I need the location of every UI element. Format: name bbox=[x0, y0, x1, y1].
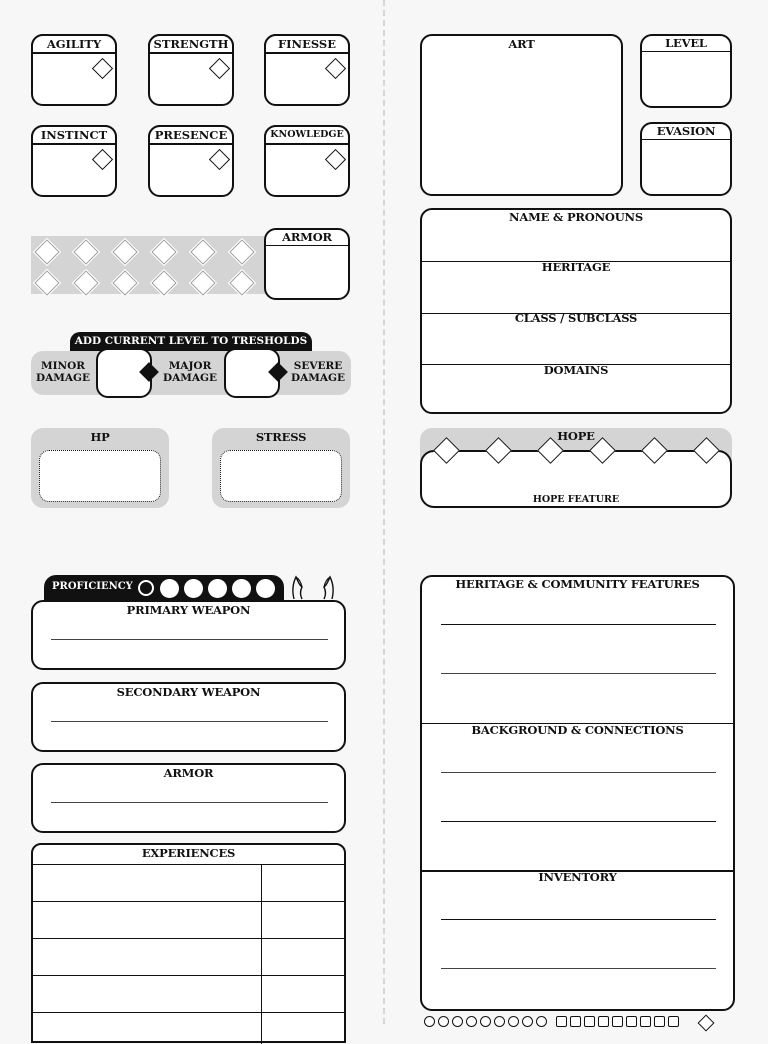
trait-label: FINESSE bbox=[278, 37, 336, 51]
handful-slot-icon[interactable] bbox=[598, 1016, 609, 1027]
handful-slot-icon[interactable] bbox=[668, 1016, 679, 1027]
experience-row[interactable] bbox=[33, 975, 344, 976]
trait-marker-icon[interactable] bbox=[92, 58, 113, 79]
level-box[interactable] bbox=[640, 34, 732, 108]
features-box bbox=[420, 575, 735, 1011]
evasion-box[interactable] bbox=[640, 122, 732, 196]
minor-damage-label: MINOR DAMAGE bbox=[36, 360, 90, 384]
experience-row[interactable] bbox=[33, 901, 344, 902]
trait-label: AGILITY bbox=[46, 37, 102, 51]
background-line[interactable] bbox=[441, 772, 716, 773]
experiences-box bbox=[31, 843, 346, 1043]
handful-slot-icon[interactable] bbox=[654, 1016, 665, 1027]
name-pronouns-label: NAME & PRONOUNS bbox=[509, 210, 643, 224]
handful-slot-icon[interactable] bbox=[570, 1016, 581, 1027]
trait-instinct[interactable] bbox=[31, 125, 117, 197]
level-label: LEVEL bbox=[665, 36, 707, 50]
proficiency-dot[interactable] bbox=[160, 579, 179, 598]
coin-slot-icon[interactable] bbox=[536, 1016, 547, 1027]
handful-slot-icon[interactable] bbox=[556, 1016, 567, 1027]
armor-box[interactable] bbox=[31, 763, 346, 833]
stress-track[interactable] bbox=[220, 450, 342, 502]
experience-row[interactable] bbox=[33, 1012, 344, 1013]
coin-slot-icon[interactable] bbox=[424, 1016, 435, 1027]
hp-panel bbox=[31, 428, 169, 508]
secondary-weapon-line bbox=[51, 721, 328, 722]
coin-slot-icon[interactable] bbox=[522, 1016, 533, 1027]
chest-slot-icon[interactable] bbox=[698, 1015, 715, 1032]
inventory-line[interactable] bbox=[441, 968, 716, 969]
proficiency-bar bbox=[44, 575, 284, 601]
proficiency-dot[interactable] bbox=[232, 579, 251, 598]
proficiency-dot[interactable] bbox=[256, 579, 275, 598]
inventory-line[interactable] bbox=[441, 919, 716, 920]
background-connections-label: BACKGROUND & CONNECTIONS bbox=[471, 723, 684, 737]
identity-box bbox=[420, 208, 732, 414]
primary-weapon-box[interactable] bbox=[31, 600, 346, 670]
handful-slot-icon[interactable] bbox=[626, 1016, 637, 1027]
primary-weapon-line bbox=[51, 639, 328, 640]
trait-marker-icon[interactable] bbox=[325, 149, 346, 170]
experience-value-column bbox=[261, 864, 262, 1044]
heritage-community-line[interactable] bbox=[441, 673, 716, 674]
page-divider bbox=[383, 0, 385, 1024]
major-damage-label: MAJOR DAMAGE bbox=[163, 360, 217, 384]
inventory-label: INVENTORY bbox=[538, 870, 617, 884]
stress-panel bbox=[212, 428, 350, 508]
trait-presence[interactable] bbox=[148, 125, 234, 197]
proficiency-dot-empty[interactable] bbox=[138, 580, 154, 596]
background-line[interactable] bbox=[441, 821, 716, 822]
armor-score-box[interactable] bbox=[264, 228, 350, 300]
coin-slot-icon[interactable] bbox=[452, 1016, 463, 1027]
experience-row[interactable] bbox=[33, 938, 344, 939]
trait-marker-icon[interactable] bbox=[209, 149, 230, 170]
trait-marker-icon[interactable] bbox=[325, 58, 346, 79]
coin-slot-icon[interactable] bbox=[480, 1016, 491, 1027]
art-box[interactable] bbox=[420, 34, 623, 196]
trait-marker-icon[interactable] bbox=[92, 149, 113, 170]
primary-weapon-label: PRIMARY WEAPON bbox=[126, 603, 251, 617]
trait-strength[interactable] bbox=[148, 34, 234, 106]
hp-track[interactable] bbox=[39, 450, 161, 502]
hands-icon bbox=[290, 573, 336, 601]
handful-slot-icon[interactable] bbox=[640, 1016, 651, 1027]
coin-slot-icon[interactable] bbox=[438, 1016, 449, 1027]
heritage-label: HERITAGE bbox=[541, 260, 611, 274]
handful-slot-icon[interactable] bbox=[584, 1016, 595, 1027]
trait-label: KNOWLEDGE bbox=[270, 129, 344, 140]
class-subclass-label: CLASS / SUBCLASS bbox=[514, 311, 638, 325]
trait-finesse[interactable] bbox=[264, 34, 350, 106]
armor-score-label: ARMOR bbox=[282, 230, 332, 244]
trait-agility[interactable] bbox=[31, 34, 117, 106]
coin-slot-icon[interactable] bbox=[494, 1016, 505, 1027]
coin-slot-icon[interactable] bbox=[508, 1016, 519, 1027]
hope-feature-box[interactable] bbox=[420, 450, 732, 508]
coin-slot-icon[interactable] bbox=[466, 1016, 477, 1027]
heritage-community-line[interactable] bbox=[441, 624, 716, 625]
trait-marker-icon[interactable] bbox=[209, 58, 230, 79]
experiences-label: EXPERIENCES bbox=[141, 846, 236, 860]
hope-label: HOPE bbox=[557, 429, 595, 443]
secondary-weapon-box[interactable] bbox=[31, 682, 346, 752]
evasion-label: EVASION bbox=[656, 124, 716, 138]
stress-label: STRESS bbox=[255, 430, 307, 444]
armor-label: ARMOR bbox=[163, 766, 214, 780]
proficiency-label: PROFICIENCY bbox=[52, 581, 133, 592]
domains-label: DOMAINS bbox=[543, 363, 609, 377]
proficiency-dot[interactable] bbox=[184, 579, 203, 598]
hope-feature-label: HOPE FEATURE bbox=[532, 494, 620, 505]
art-label: ART bbox=[508, 37, 535, 51]
armor-line bbox=[51, 802, 328, 803]
severe-damage-label: SEVERE DAMAGE bbox=[291, 360, 345, 384]
proficiency-dot[interactable] bbox=[208, 579, 227, 598]
trait-label: INSTINCT bbox=[40, 128, 108, 142]
secondary-weapon-label: SECONDARY WEAPON bbox=[116, 685, 261, 699]
trait-label: PRESENCE bbox=[154, 128, 228, 142]
threshold-banner-text: ADD CURRENT LEVEL TO TRESHOLDS bbox=[74, 335, 308, 347]
name-pronouns-field[interactable] bbox=[422, 210, 730, 261]
trait-label: STRENGTH bbox=[153, 37, 229, 51]
handful-slot-icon[interactable] bbox=[612, 1016, 623, 1027]
heritage-community-label: HERITAGE & COMMUNITY FEATURES bbox=[455, 577, 700, 591]
trait-knowledge[interactable] bbox=[264, 125, 350, 197]
hp-label: HP bbox=[90, 430, 110, 444]
